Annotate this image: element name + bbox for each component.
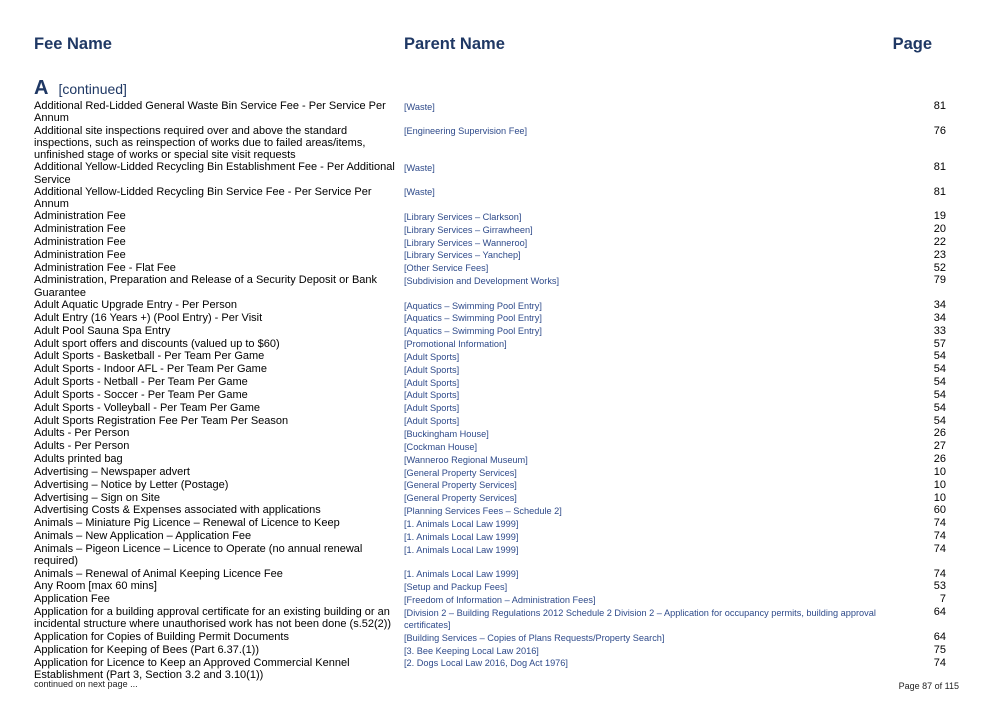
parent-name-cell: [Planning Services Fees – Schedule 2] [404, 506, 562, 517]
table-row [34, 657, 946, 682]
fee-name-cell: Advertising Costs & Expenses associated with applications [34, 504, 321, 517]
page-number-cell: 19 [933, 210, 946, 223]
page-number-cell: 33 [933, 324, 946, 337]
fee-name-cell: Any Room [max 60 mins] [34, 580, 157, 593]
page-number-cell: 74 [933, 656, 946, 669]
parent-name-cell: [Library Services – Girrawheen] [404, 224, 533, 235]
parent-name-cell: [Library Services – Clarkson] [404, 211, 522, 222]
table-row [34, 453, 946, 466]
fee-index-table [34, 100, 946, 681]
table-row [34, 543, 946, 568]
table-row [34, 568, 946, 581]
parent-name-cell: [Engineering Supervision Fee] [404, 126, 528, 137]
table-row [34, 427, 946, 440]
fee-name-cell: Application for Licence to Keep an Approved Commercial Kennel Establishment (Part 3, Section 3.2 and 3.10(1)) [34, 656, 350, 682]
fee-name-cell: Advertising – Sign on Site [34, 491, 160, 504]
page-number: Page 87 of 115 [898, 681, 959, 691]
parent-name-cell: [Library Services – Yanchep] [404, 250, 521, 261]
table-row [34, 492, 946, 505]
section-letter: A [34, 77, 49, 99]
table-row [34, 161, 946, 186]
fee-name-cell: Administration Fee - Flat Fee [34, 261, 176, 274]
page-number-cell: 76 [933, 124, 946, 137]
fee-name-cell: Animals – Pigeon Licence – Licence to Operate (no annual renewal required) [34, 543, 363, 568]
fee-name-cell: Application for a building approval certificate for an existing building or an incidental structure where unauthorised work has not been done (s.52(2)) [34, 606, 392, 631]
fee-name-cell: Additional Yellow-Lidded Recycling Bin Service Fee - Per Service Per Annum [34, 185, 372, 210]
table-row [34, 186, 946, 211]
page-number-cell: 7 [939, 593, 946, 606]
parent-name-cell: [Waste] [404, 187, 435, 198]
page-number-cell: 10 [933, 478, 946, 491]
page-number-cell: 10 [933, 465, 946, 478]
parent-name-cell: [Subdivision and Development Works] [404, 276, 560, 287]
table-row [34, 631, 946, 644]
parent-name-cell: [Other Service Fees] [404, 263, 489, 274]
table-row [34, 402, 946, 415]
page-number-cell: 23 [933, 248, 946, 261]
table-row [34, 440, 946, 453]
table-row [34, 325, 946, 338]
section-heading [34, 77, 127, 100]
parent-name-cell: [Wanneroo Regional Museum] [404, 454, 528, 465]
table-row [34, 517, 946, 530]
fee-name-cell: Advertising – Newspaper advert [34, 465, 190, 478]
fee-name-cell: Adult Sports Registration Fee Per Team Per Season [34, 414, 289, 427]
fee-name-cell: Adult sport offers and discounts (valued up to $60) [34, 337, 280, 350]
fee-name-cell: Administration, Preparation and Release of a Security Deposit or Bank Guarantee [34, 274, 378, 299]
table-row [34, 363, 946, 376]
table-row [34, 350, 946, 363]
parent-name-cell: [General Property Services] [404, 467, 517, 478]
table-row [34, 312, 946, 325]
page-number-cell: 57 [933, 337, 946, 350]
fee-name-cell: Adult Sports - Indoor AFL - Per Team Per Game [34, 363, 267, 376]
fee-name-cell: Adult Sports - Soccer - Per Team Per Game [34, 388, 248, 401]
table-row [34, 466, 946, 479]
fee-name-cell: Adult Sports - Volleyball - Per Team Per Game [34, 401, 261, 414]
parent-name-cell: [General Property Services] [404, 493, 517, 504]
page-number-cell: 74 [933, 567, 946, 580]
table-row [34, 299, 946, 312]
page-number-cell: 60 [933, 504, 946, 517]
fee-name-cell: Adult Sports - Basketball - Per Team Per Game [34, 350, 265, 363]
page-number-cell: 53 [933, 580, 946, 593]
page-number-cell: 34 [933, 311, 946, 324]
fee-name-cell: Administration Fee [34, 235, 126, 248]
table-row [34, 338, 946, 351]
page-number-cell: 74 [933, 530, 946, 543]
fee-name-cell: Advertising – Notice by Letter (Postage) [34, 478, 229, 491]
fee-name-cell: Animals – Renewal of Animal Keeping Licence Fee [34, 567, 283, 580]
parent-name-cell: [2. Dogs Local Law 2016, Dog Act 1976] [404, 658, 568, 669]
parent-name-cell: [Aquatics – Swimming Pool Entry] [404, 300, 542, 311]
fee-name-cell: Administration Fee [34, 248, 126, 261]
fee-name-cell: Administration Fee [34, 223, 126, 236]
fee-name-cell: Adult Pool Sauna Spa Entry [34, 324, 171, 337]
parent-name-cell: [Building Services – Copies of Plans Requests/Property Search] [404, 632, 665, 643]
parent-name-cell: [Setup and Packup Fees] [404, 581, 508, 592]
table-row [34, 415, 946, 428]
parent-name-cell: [Aquatics – Swimming Pool Entry] [404, 313, 542, 324]
table-row [34, 236, 946, 249]
fee-name-cell: Application for Copies of Building Permit Documents [34, 631, 289, 644]
parent-name-cell: [Adult Sports] [404, 403, 460, 414]
page-number-cell: 20 [933, 223, 946, 236]
page-number-cell: 54 [933, 350, 946, 363]
parent-name-cell: [1. Animals Local Law 1999] [404, 544, 519, 555]
parent-name-cell: [Freedom of Information – Administration Fees] [404, 594, 596, 605]
table-row [34, 125, 946, 162]
page-number-cell: 64 [933, 606, 946, 619]
fee-name-cell: Application Fee [34, 593, 110, 606]
page-number-cell: 81 [933, 100, 946, 112]
parent-name-header: Parent Name [404, 35, 505, 53]
table-row [34, 223, 946, 236]
parent-name-cell: [Adult Sports] [404, 377, 460, 388]
table-row [34, 274, 946, 299]
table-row [34, 262, 946, 275]
page-number-cell: 26 [933, 427, 946, 440]
page-number-cell: 27 [933, 440, 946, 453]
parent-name-cell: [Promotional Information] [404, 339, 507, 350]
table-row [34, 606, 946, 631]
table-row [34, 580, 946, 593]
parent-name-cell: [Adult Sports] [404, 351, 460, 362]
fee-name-cell: Application for Keeping of Bees (Part 6.37.(1)) [34, 643, 260, 656]
table-row [34, 376, 946, 389]
parent-name-cell: [Division 2 – Building Regulations 2012 Schedule 2 Division 2 – Application for occupancy permits, building approval certificates] [404, 607, 876, 630]
page-number-cell: 54 [933, 388, 946, 401]
parent-name-cell: [Buckingham House] [404, 429, 489, 439]
fee-name-cell: Adult Entry (16 Years +) (Pool Entry) - Per Visit [34, 311, 263, 324]
section-continued: [continued] [58, 81, 127, 97]
table-row [34, 389, 946, 402]
fee-name-cell: Administration Fee [34, 210, 126, 223]
page-number-cell: 81 [933, 185, 946, 198]
parent-name-cell: [3. Bee Keeping Local Law 2016] [404, 645, 539, 656]
fee-name-cell: Adult Aquatic Upgrade Entry - Per Person [34, 298, 237, 311]
page-number-cell: 81 [933, 161, 946, 174]
parent-name-cell: [General Property Services] [404, 480, 517, 491]
table-row [34, 530, 946, 543]
page-number-cell: 75 [933, 643, 946, 656]
page-number-cell: 26 [933, 453, 946, 466]
parent-name-cell: [Waste] [404, 101, 435, 112]
page-number-cell: 10 [933, 491, 946, 504]
fee-name-cell: Animals – New Application – Application Fee [34, 530, 252, 543]
page-number-cell: 54 [933, 376, 946, 389]
fee-name-cell: Additional Yellow-Lidded Recycling Bin Establishment Fee - Per Additional Service [34, 161, 395, 186]
parent-name-cell: [Library Services – Wanneroo] [404, 237, 528, 248]
page-number-cell: 74 [933, 517, 946, 530]
fee-name-header: Fee Name [34, 35, 112, 53]
fee-name-cell: Adult Sports - Netball - Per Team Per Game [34, 376, 248, 389]
parent-name-cell: [Waste] [404, 162, 435, 173]
table-row [34, 479, 946, 492]
parent-name-cell: [Cockman House] [404, 441, 478, 452]
table-row [34, 249, 946, 262]
parent-name-cell: [1. Animals Local Law 1999] [404, 569, 519, 580]
parent-name-cell: [1. Animals Local Law 1999] [404, 531, 519, 542]
table-row [34, 504, 946, 517]
fee-name-cell: Adults - Per Person [34, 427, 130, 440]
parent-name-cell: [Adult Sports] [404, 364, 460, 375]
page-number-cell: 52 [933, 261, 946, 274]
fee-name-cell: Animals – Miniature Pig Licence – Renewal of Licence to Keep [34, 517, 340, 530]
table-row [34, 593, 946, 606]
table-row [34, 100, 946, 125]
continued-note: continued on next page ... [34, 679, 138, 689]
page-number-cell: 34 [933, 298, 946, 311]
page-number-cell: 54 [933, 363, 946, 376]
table-row [34, 210, 946, 223]
page-header: Page [892, 35, 932, 53]
parent-name-cell: [1. Animals Local Law 1999] [404, 518, 519, 529]
parent-name-cell: [Aquatics – Swimming Pool Entry] [404, 326, 542, 337]
parent-name-cell: [Adult Sports] [404, 390, 460, 401]
fee-name-cell: Additional Red-Lidded General Waste Bin Service Fee - Per Service Per Annum [34, 100, 386, 125]
parent-name-cell: [Adult Sports] [404, 416, 460, 427]
page-number-cell: 54 [933, 401, 946, 414]
table-row [34, 644, 946, 657]
fee-name-cell: Additional site inspections required over and above the standard inspections, such as reinspection of works due to failed areas/items, unfinished stage of works or special site visit requests [34, 124, 366, 161]
fee-name-cell: Adults printed bag [34, 453, 123, 466]
fee-name-cell: Adults - Per Person [34, 440, 130, 453]
page-number-cell: 74 [933, 543, 946, 555]
page-number-cell: 54 [933, 414, 946, 427]
page-number-cell: 22 [933, 235, 946, 248]
page-number-cell: 79 [933, 274, 946, 287]
page-number-cell: 64 [933, 631, 946, 644]
